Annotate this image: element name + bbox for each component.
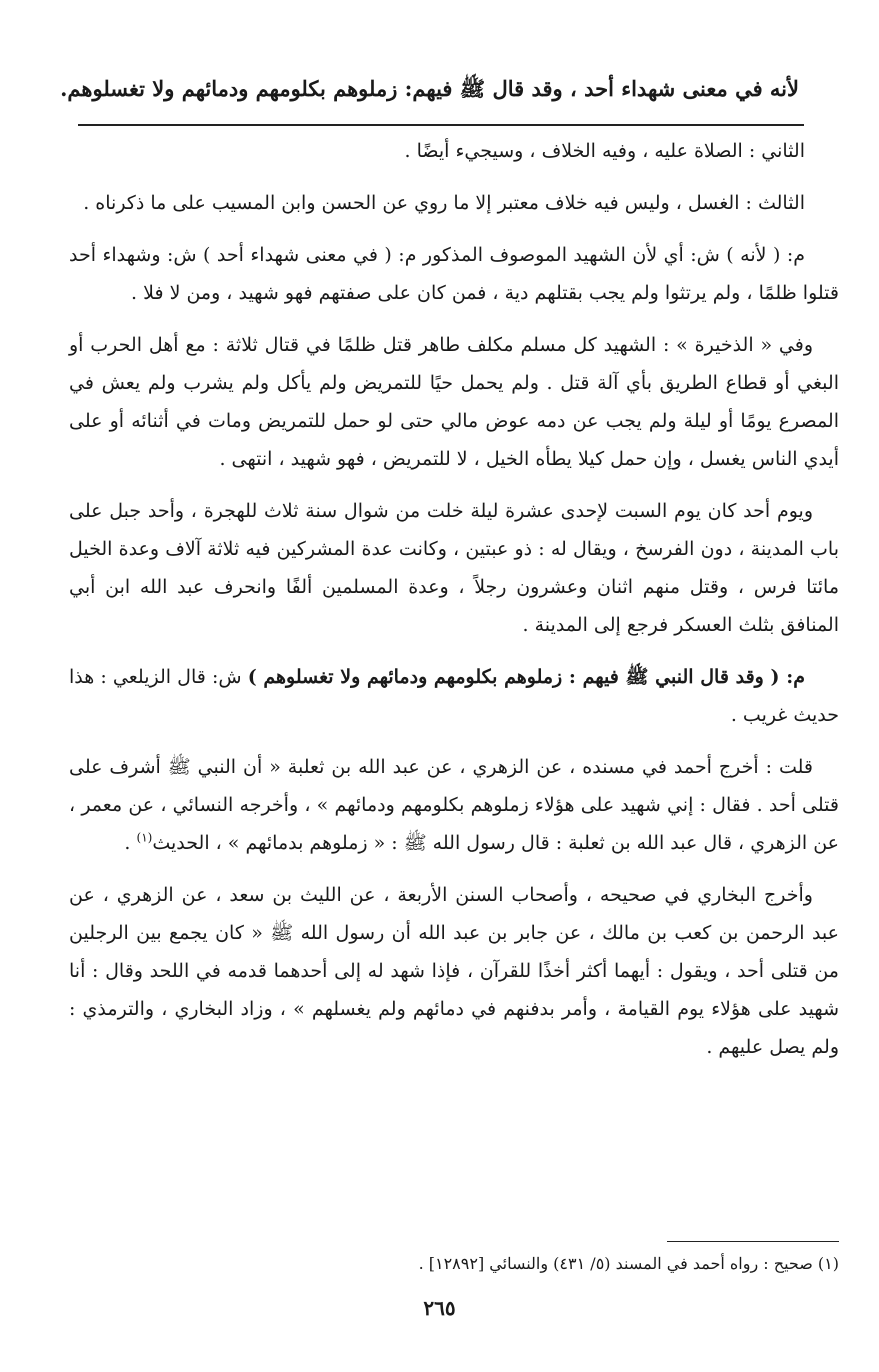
narration-text: قلت : أخرج أحمد في مسنده ، عن الزهري ، عن عبد الله بن ثعلبة « أن النبي ﷺ أشرف على قتلى أحد . فقال : إني شهيد على هؤلاء زملوهم بكلومهم ودمائهم » ، وأخرجه النسائي ، عن معمر ، عن الزهري ، قال عبد الله بن ثعلبة : قال رسول الله ﷺ : « زملوهم بدمائهم » ، الحديث [69, 756, 839, 854]
paragraph-prophet-saying [69, 658, 839, 734]
running-header: لأنه في معنى شهداء أحد ، وقد قال ﷺ فيهم: زملوهم بكلومهم ودمائهم ولا تغسلوهم. [60, 76, 799, 101]
paragraph-bukhari-narration: وأخرج البخاري في صحيحه ، وأصحاب السنن الأربعة ، عن الليث بن سعد ، عن الزهري ، عن عبد الرحمن بن كعب بن مالك ، عن جابر بن عبد الله أن رسول الله ﷺ « كان يجمع بين الرجلين من قتلى أحد ، ويقول : أيهما أكثر أخذًا للقرآن ، فإذا شهد له إلى أحدهما قدمه في اللحد وقال : أنا شهيد على هؤلاء يوم القيامة ، وأمر بدفنهم في دمائهم ولم يغسلهم » ، وزاد البخاري ، والترمذي : ولم يصل عليهم . [69, 884, 839, 1058]
footnote: (١) صحيح : رواه أحمد في المسند (٥/ ٤٣١) والنسائي [١٢٨٩٢] . [418, 1254, 839, 1273]
footnote-marker[interactable]: (١) [136, 830, 153, 845]
paragraph-commentary-uhud: م: ( لأنه ) ش: أي لأن الشهيد الموصوف المذكور م: ( في معنى شهداء أحد ) ش: وشهداء أحد قتلوا ظلمًا ، ولم يرتثوا ولم يجب بقتلهم دية ، فمن كان على صفتهم فهو شهيد ، ومن لا فلا . [69, 244, 839, 304]
footnote-divider [667, 1241, 839, 1242]
narration-end: . [124, 832, 137, 854]
main-text [69, 132, 839, 1080]
paragraph-ahmad-narration [69, 748, 839, 862]
matn-quote: م: ( وقد قال النبي ﷺ فيهم : زملوهم بكلومهم ودمائهم ولا تغسلوهم ) [247, 666, 806, 688]
paragraph-third-point: الثالث : الغسل ، وليس فيه خلاف معتبر إلا ما روي عن الحسن وابن المسيب على ما ذكرناه . [83, 192, 805, 214]
header-divider [78, 124, 804, 126]
paragraph-dhakhira: وفي « الذخيرة » : الشهيد كل مسلم مكلف طاهر قتل ظلمًا في قتال ثلاثة : مع أهل الحرب أو البغي أو قطاع الطريق بأي آلة قتل . ولم يحمل حيًا للتمريض ولم يأكل ولم يشرب ولم يعش في المصرع يومًا أو ليلة ولم يجب عن دمه عوض مالي حتى لو حمل للتمريض ومات في أثنائه أو على أيدي الناس يغسل ، وإن حمل كيلا يطأه الخيل ، لا للتمريض ، فهو شهيد ، انتهى . [69, 334, 839, 470]
paragraph-second-point: الثاني : الصلاة عليه ، وفيه الخلاف ، وسيجيء أيضًا . [404, 140, 805, 162]
paragraph-day-of-uhud: ويوم أحد كان يوم السبت لإحدى عشرة ليلة خلت من شوال سنة ثلاث للهجرة ، وأحد جبل على باب المدينة ، دون الفرسخ ، ويقال له : ذو عبتين ، وكانت عدة المشركين فيه ثلاثة آلاف وعدة الخيل مائتا فرس ، وقتل منهم اثنان وعشرون رجلاً ، وعدة المسلمين ألفًا وانحرف عبد الله ابن أبي المنافق بثلث العسكر فرجع إلى المدينة . [69, 500, 839, 636]
commentary-text: ش: قال الزيلعي : هذا حديث غريب . [69, 666, 839, 726]
page-number: ٢٦٥ [423, 1296, 456, 1320]
